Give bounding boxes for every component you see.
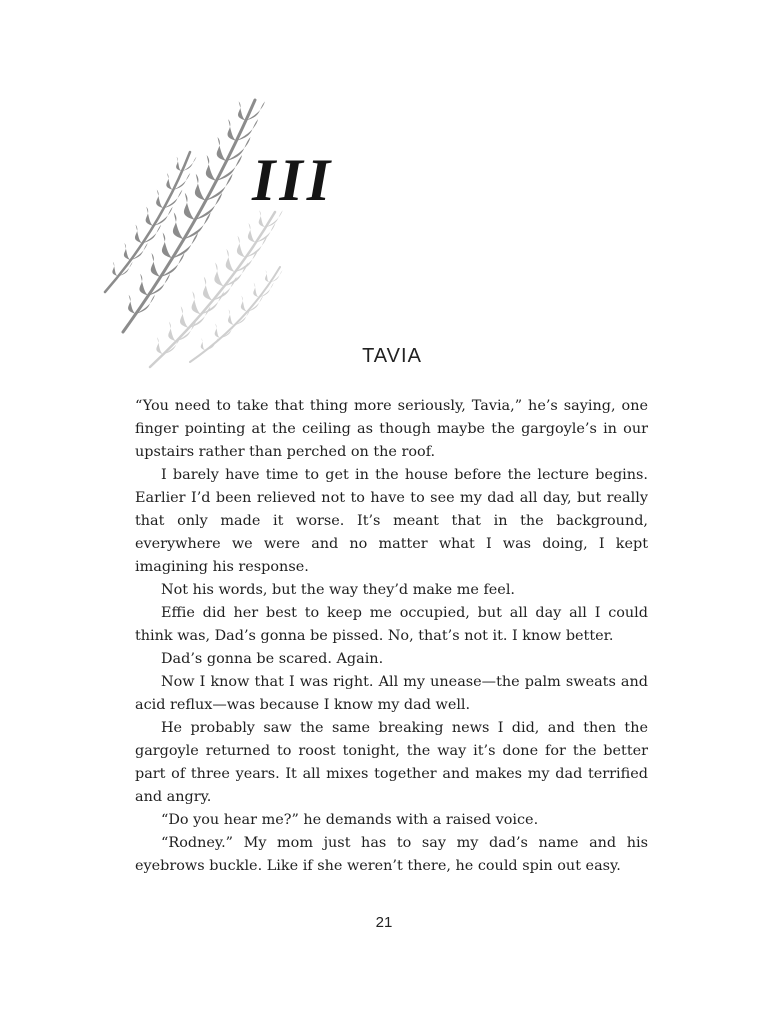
light-frond — [150, 210, 283, 367]
paragraph: “You need to take that thing more seriously, Tavia,” he’s saying, one finger pointing at the ceiling as though maybe the gargoyle’s in our upstairs rather than perched on the roof. — [135, 398, 648, 460]
paragraph: “Rodney.” My mom just has to say my dad’s name and his eyebrows buckle. Like if she weren’t there, he could spin out easy. — [135, 835, 648, 874]
paragraph: “Do you hear me?” he demands with a raised voice. — [161, 812, 539, 828]
paragraph: I barely have time to get in the house before the lecture begins. Earlier I’d been relieved not to have to see my dad all day, but really that only made it worse. It’s meant that in the background, everywhere we were and no matter what I was doing, I kept imagining his response. — [135, 467, 648, 575]
dark-frond — [105, 100, 265, 332]
chapter-body — [135, 395, 648, 878]
page-number: 21 — [375, 914, 393, 931]
paragraph: Dad’s gonna be scared. Again. — [161, 651, 384, 667]
seaweed-fronds-icon — [95, 92, 285, 382]
chapter-title: TAVIA — [362, 345, 422, 367]
chapter-number: III — [252, 147, 335, 213]
paragraph: Now I know that I was right. All my unease—the palm sweats and acid reflux—was because I know my dad well. — [135, 674, 648, 713]
paragraph: Not his words, but the way they’d make me feel. — [161, 582, 515, 598]
paragraph: He probably saw the same breaking news I did, and then the gargoyle returned to roost tonight, the way it’s done for the better part of three years. It all mixes together and makes my dad terrified and angry. — [135, 720, 648, 805]
paragraph: Effie did her best to keep me occupied, but all day all I could think was, Dad’s gonna be pissed. No, that’s not it. I know better. — [135, 605, 648, 644]
